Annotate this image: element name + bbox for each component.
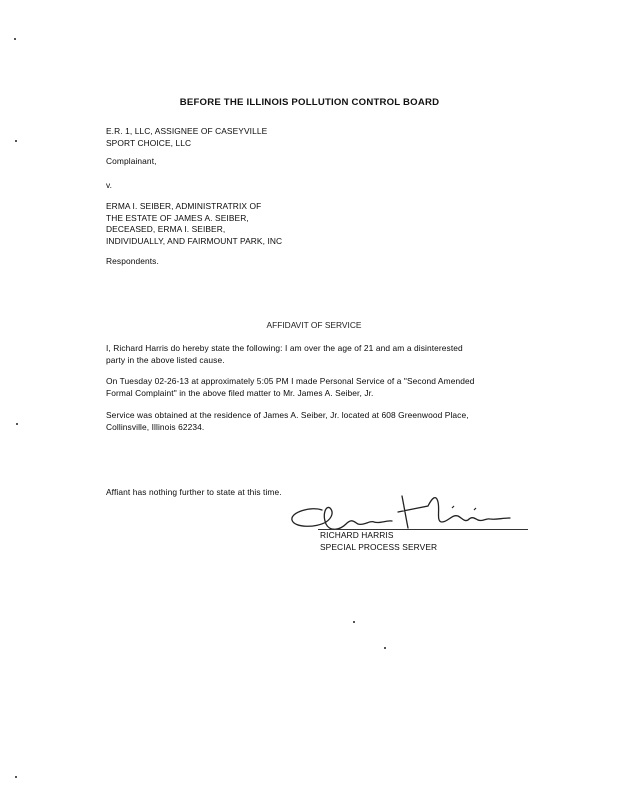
paragraph-line: On Tuesday 02-26-13 at approximately 5:05 PM I made Personal Service of a "Second Amended [106,376,475,386]
scan-speck [16,423,18,425]
complainant-block [106,126,267,149]
document-title: BEFORE THE ILLINOIS POLLUTION CONTROL BOARD [179,97,440,108]
respondent-line: ERMA I. SEIBER, ADMINISTRATRIX OF [106,201,262,211]
complainant-line: SPORT CHOICE, LLC [106,137,192,148]
respondent-line: THE ESTATE OF JAMES A. SEIBER, [106,212,249,223]
paragraph-line: Service was obtained at the residence of James A. Seiber, Jr. located at 608 Greenwood Place, [106,410,469,420]
scan-speck [15,140,17,142]
scan-speck [14,38,16,40]
paragraph-service [106,376,474,399]
complainant-line: E.R. 1, LLC, ASSIGNEE OF CASEYVILLE [106,126,268,136]
respondent-block [106,201,282,247]
signature-block [320,530,437,553]
signer-title: SPECIAL PROCESS SERVER [320,541,438,552]
signer-name: RICHARD HARRIS [320,530,394,540]
paragraph-line: Collinsville, Illinois 62234. [106,421,205,432]
respondent-line: DECEASED, ERMA I. SEIBER, [106,224,226,234]
respondent-line: INDIVIDUALLY, AND FAIRMOUNT PARK, INC [106,235,283,246]
closing-statement: Affiant has nothing further to state at this time. [106,487,282,497]
scan-speck [15,776,17,778]
paragraph-line: party in the above listed cause. [106,354,225,365]
respondent-role: Respondents. [106,256,159,266]
scan-speck [353,621,355,623]
paragraph-line: Formal Complaint" in the above filed matter to Mr. James A. Seiber, Jr. [106,387,374,398]
paragraph-age [106,343,463,366]
scan-speck [384,647,386,649]
paragraph-line: I, Richard Harris do hereby state the following: I am over the age of 21 and am a disinterested [106,343,463,353]
versus-label: v. [106,180,113,190]
paragraph-residence [106,410,469,433]
affidavit-heading: AFFIDAVIT OF SERVICE [266,320,362,330]
complainant-role: Complainant, [106,156,157,166]
